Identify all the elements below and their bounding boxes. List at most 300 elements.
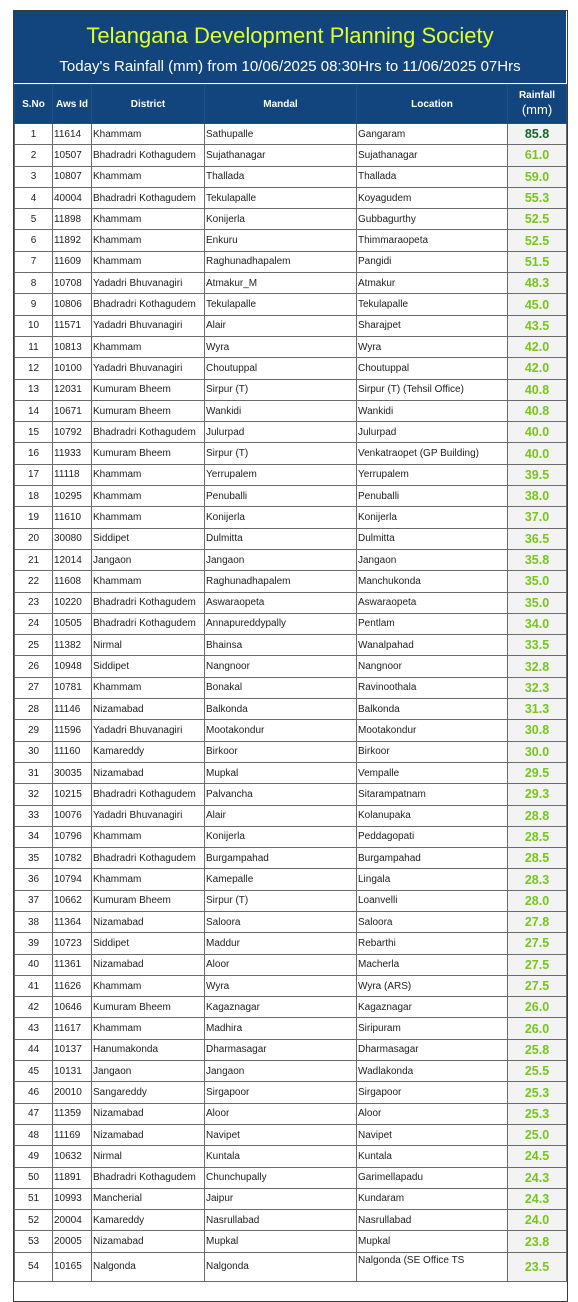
table-row bbox=[15, 422, 567, 443]
rainfall-table bbox=[14, 84, 567, 1282]
rainfall-cell: 23.8 bbox=[508, 1231, 567, 1252]
table-row bbox=[15, 549, 567, 570]
sno-cell: 11 bbox=[15, 336, 53, 357]
rainfall-cell: 27.5 bbox=[508, 954, 567, 975]
sno-cell: 40 bbox=[15, 954, 53, 975]
sno-cell: 4 bbox=[15, 187, 53, 208]
table-row bbox=[15, 784, 567, 805]
mandal-cell: Kamepalle bbox=[205, 869, 357, 890]
district-cell: Khammam bbox=[92, 486, 205, 507]
sno-cell: 10 bbox=[15, 315, 53, 336]
mandal-cell: Navipet bbox=[205, 1124, 357, 1145]
sno-cell: 32 bbox=[15, 784, 53, 805]
aws-id-cell: 20010 bbox=[53, 1082, 92, 1103]
district-cell: Bhadradri Kothagudem bbox=[92, 592, 205, 613]
location-cell: Jangaon bbox=[357, 549, 508, 570]
rainfall-cell: 42.0 bbox=[508, 336, 567, 357]
aws-id-cell: 20005 bbox=[53, 1231, 92, 1252]
mandal-cell: Sujathanagar bbox=[205, 145, 357, 166]
district-cell: Yadadri Bhuvanagiri bbox=[92, 315, 205, 336]
rainfall-cell: 35.0 bbox=[508, 571, 567, 592]
district-cell: Jangaon bbox=[92, 549, 205, 570]
rainfall-cell: 24.5 bbox=[508, 1146, 567, 1167]
location-cell: Thallada bbox=[357, 166, 508, 187]
table-row bbox=[15, 720, 567, 741]
rainfall-cell: 36.5 bbox=[508, 528, 567, 549]
rainfall-cell: 40.0 bbox=[508, 422, 567, 443]
location-cell: Julurpad bbox=[357, 422, 508, 443]
mandal-cell: Nalgonda bbox=[205, 1252, 357, 1281]
district-cell: Siddipet bbox=[92, 528, 205, 549]
district-cell: Kamareddy bbox=[92, 1210, 205, 1231]
district-cell: Khammam bbox=[92, 571, 205, 592]
rainfall-cell: 24.0 bbox=[508, 1210, 567, 1231]
mandal-cell: Bonakal bbox=[205, 677, 357, 698]
location-cell: Nangnoor bbox=[357, 656, 508, 677]
table-row bbox=[15, 379, 567, 400]
mandal-cell: Saloora bbox=[205, 911, 357, 932]
mandal-cell: Sathupalle bbox=[205, 124, 357, 145]
rainfall-cell: 85.8 bbox=[508, 124, 567, 145]
sno-cell: 52 bbox=[15, 1210, 53, 1231]
aws-id-cell: 10806 bbox=[53, 294, 92, 315]
location-cell: Gubbagurthy bbox=[357, 209, 508, 230]
rainfall-cell: 61.0 bbox=[508, 145, 567, 166]
rainfall-cell: 25.3 bbox=[508, 1082, 567, 1103]
district-cell: Khammam bbox=[92, 166, 205, 187]
sno-cell: 5 bbox=[15, 209, 53, 230]
location-cell: Penuballi bbox=[357, 486, 508, 507]
location-cell: Garimellapadu bbox=[357, 1167, 508, 1188]
table-row bbox=[15, 592, 567, 613]
rainfall-cell: 35.8 bbox=[508, 549, 567, 570]
table-body bbox=[15, 124, 567, 1282]
location-cell: Wadlakonda bbox=[357, 1061, 508, 1082]
rainfall-cell: 52.5 bbox=[508, 209, 567, 230]
district-cell: Nizamabad bbox=[92, 911, 205, 932]
sno-cell: 6 bbox=[15, 230, 53, 251]
aws-id-cell: 10948 bbox=[53, 656, 92, 677]
mandal-cell: Tekulapalle bbox=[205, 187, 357, 208]
location-cell: Dulmitta bbox=[357, 528, 508, 549]
aws-id-cell: 10131 bbox=[53, 1061, 92, 1082]
rainfall-cell: 35.0 bbox=[508, 592, 567, 613]
mandal-cell: Enkuru bbox=[205, 230, 357, 251]
sno-cell: 8 bbox=[15, 273, 53, 294]
location-cell: Mupkal bbox=[357, 1231, 508, 1252]
mandal-cell: Sirpur (T) bbox=[205, 890, 357, 911]
rainfall-cell: 30.8 bbox=[508, 720, 567, 741]
table-row bbox=[15, 1146, 567, 1167]
mandal-cell: Mupkal bbox=[205, 1231, 357, 1252]
rainfall-cell: 59.0 bbox=[508, 166, 567, 187]
mandal-cell: Madhira bbox=[205, 1018, 357, 1039]
sno-cell: 25 bbox=[15, 635, 53, 656]
aws-id-cell: 10505 bbox=[53, 613, 92, 634]
sno-cell: 14 bbox=[15, 400, 53, 421]
district-cell: Yadadri Bhuvanagiri bbox=[92, 273, 205, 294]
rainfall-cell: 28.5 bbox=[508, 848, 567, 869]
table-row bbox=[15, 1167, 567, 1188]
location-cell: Sujathanagar bbox=[357, 145, 508, 166]
aws-id-cell: 11359 bbox=[53, 1103, 92, 1124]
aws-id-cell: 30080 bbox=[53, 528, 92, 549]
mandal-cell: Annapureddypally bbox=[205, 613, 357, 634]
district-cell: Jangaon bbox=[92, 1061, 205, 1082]
district-cell: Bhadradri Kothagudem bbox=[92, 784, 205, 805]
sno-cell: 26 bbox=[15, 656, 53, 677]
report-header bbox=[14, 11, 566, 83]
district-cell: Bhadradri Kothagudem bbox=[92, 187, 205, 208]
sno-cell: 2 bbox=[15, 145, 53, 166]
aws-id-cell: 10632 bbox=[53, 1146, 92, 1167]
rainfall-cell: 48.3 bbox=[508, 273, 567, 294]
sno-cell: 28 bbox=[15, 699, 53, 720]
location-cell: Thimmaraopeta bbox=[357, 230, 508, 251]
district-cell: Khammam bbox=[92, 124, 205, 145]
location-cell: Peddagopati bbox=[357, 826, 508, 847]
aws-id-cell: 10708 bbox=[53, 273, 92, 294]
table-row bbox=[15, 507, 567, 528]
sno-cell: 33 bbox=[15, 805, 53, 826]
district-cell: Siddipet bbox=[92, 656, 205, 677]
aws-id-cell: 11364 bbox=[53, 911, 92, 932]
rainfall-cell: 27.8 bbox=[508, 911, 567, 932]
table-row bbox=[15, 294, 567, 315]
mandal-cell: Aloor bbox=[205, 954, 357, 975]
sno-cell: 23 bbox=[15, 592, 53, 613]
location-cell: Saloora bbox=[357, 911, 508, 932]
mandal-cell: Nangnoor bbox=[205, 656, 357, 677]
location-cell: Aloor bbox=[357, 1103, 508, 1124]
mandal-cell: Alair bbox=[205, 805, 357, 826]
aws-id-cell: 10671 bbox=[53, 400, 92, 421]
table-row bbox=[15, 230, 567, 251]
rainfall-cell: 29.5 bbox=[508, 762, 567, 783]
sno-cell: 49 bbox=[15, 1146, 53, 1167]
table-row bbox=[15, 1124, 567, 1145]
location-cell: Wyra (ARS) bbox=[357, 975, 508, 996]
rainfall-cell: 34.0 bbox=[508, 613, 567, 634]
mandal-cell: Maddur bbox=[205, 933, 357, 954]
aws-id-cell: 11891 bbox=[53, 1167, 92, 1188]
district-cell: Khammam bbox=[92, 869, 205, 890]
table-row bbox=[15, 273, 567, 294]
mandal-cell: Raghunadhapalem bbox=[205, 251, 357, 272]
district-cell: Khammam bbox=[92, 826, 205, 847]
location-cell: Wankidi bbox=[357, 400, 508, 421]
district-cell: Bhadradri Kothagudem bbox=[92, 848, 205, 869]
location-cell: Manchukonda bbox=[357, 571, 508, 592]
sno-cell: 22 bbox=[15, 571, 53, 592]
table-row bbox=[15, 911, 567, 932]
location-cell: Loanvelli bbox=[357, 890, 508, 911]
rainfall-cell: 37.0 bbox=[508, 507, 567, 528]
mandal-cell: Dulmitta bbox=[205, 528, 357, 549]
mandal-cell: Konijerla bbox=[205, 507, 357, 528]
sno-cell: 20 bbox=[15, 528, 53, 549]
sno-cell: 16 bbox=[15, 443, 53, 464]
district-cell: Khammam bbox=[92, 209, 205, 230]
table-row bbox=[15, 635, 567, 656]
sno-cell: 1 bbox=[15, 124, 53, 145]
district-cell: Nalgonda bbox=[92, 1252, 205, 1281]
rainfall-cell: 24.3 bbox=[508, 1167, 567, 1188]
sno-cell: 15 bbox=[15, 422, 53, 443]
mandal-cell: Palvancha bbox=[205, 784, 357, 805]
district-cell: Nizamabad bbox=[92, 954, 205, 975]
location-cell: Balkonda bbox=[357, 699, 508, 720]
table-row bbox=[15, 1082, 567, 1103]
sno-cell: 44 bbox=[15, 1039, 53, 1060]
location-cell: Wyra bbox=[357, 336, 508, 357]
district-cell: Khammam bbox=[92, 251, 205, 272]
district-cell: Kumuram Bheem bbox=[92, 400, 205, 421]
aws-id-cell: 10782 bbox=[53, 848, 92, 869]
aws-id-cell: 11169 bbox=[53, 1124, 92, 1145]
mandal-cell: Yerrupalem bbox=[205, 464, 357, 485]
mandal-cell: Bhainsa bbox=[205, 635, 357, 656]
table-row bbox=[15, 400, 567, 421]
location-cell: Kolanupaka bbox=[357, 805, 508, 826]
table-row bbox=[15, 528, 567, 549]
location-cell: Vempalle bbox=[357, 762, 508, 783]
aws-id-cell: 10215 bbox=[53, 784, 92, 805]
aws-id-cell: 10781 bbox=[53, 677, 92, 698]
location-cell: Sirpur (T) (Tehsil Office) bbox=[357, 379, 508, 400]
location-cell: Mootakondur bbox=[357, 720, 508, 741]
mandal-cell: Balkonda bbox=[205, 699, 357, 720]
table-row bbox=[15, 315, 567, 336]
mandal-cell: Mupkal bbox=[205, 762, 357, 783]
district-cell: Nizamabad bbox=[92, 1124, 205, 1145]
sno-cell: 42 bbox=[15, 997, 53, 1018]
rainfall-cell: 25.5 bbox=[508, 1061, 567, 1082]
district-cell: Khammam bbox=[92, 677, 205, 698]
aws-id-cell: 30035 bbox=[53, 762, 92, 783]
location-cell: Siripuram bbox=[357, 1018, 508, 1039]
aws-id-cell: 11596 bbox=[53, 720, 92, 741]
sno-cell: 34 bbox=[15, 826, 53, 847]
mandal-cell: Wyra bbox=[205, 975, 357, 996]
aws-id-cell: 11933 bbox=[53, 443, 92, 464]
table-row bbox=[15, 187, 567, 208]
rainfall-cell: 42.0 bbox=[508, 358, 567, 379]
aws-id-cell: 10100 bbox=[53, 358, 92, 379]
district-cell: Kumuram Bheem bbox=[92, 890, 205, 911]
aws-id-cell: 10794 bbox=[53, 869, 92, 890]
table-row bbox=[15, 1039, 567, 1060]
location-cell: Sharajpet bbox=[357, 315, 508, 336]
sno-cell: 17 bbox=[15, 464, 53, 485]
district-cell: Khammam bbox=[92, 1018, 205, 1039]
location-cell: Konijerla bbox=[357, 507, 508, 528]
aws-id-cell: 10165 bbox=[53, 1252, 92, 1281]
table-header-row bbox=[15, 85, 567, 124]
table-row bbox=[15, 656, 567, 677]
rainfall-cell: 33.5 bbox=[508, 635, 567, 656]
table-row bbox=[15, 997, 567, 1018]
aws-id-cell: 11892 bbox=[53, 230, 92, 251]
table-row bbox=[15, 145, 567, 166]
table-row bbox=[15, 933, 567, 954]
table-row bbox=[15, 805, 567, 826]
district-cell: Bhadradri Kothagudem bbox=[92, 613, 205, 634]
sno-cell: 31 bbox=[15, 762, 53, 783]
district-cell: Kumuram Bheem bbox=[92, 443, 205, 464]
sno-cell: 53 bbox=[15, 1231, 53, 1252]
table-row bbox=[15, 124, 567, 145]
table-row bbox=[15, 826, 567, 847]
aws-id-cell: 10646 bbox=[53, 997, 92, 1018]
table-row bbox=[15, 571, 567, 592]
district-cell: Kamareddy bbox=[92, 741, 205, 762]
location-cell: Sirgapoor bbox=[357, 1082, 508, 1103]
aws-id-cell: 11361 bbox=[53, 954, 92, 975]
rainfall-cell: 29.3 bbox=[508, 784, 567, 805]
district-cell: Nizamabad bbox=[92, 1103, 205, 1124]
mandal-cell: Nasrullabad bbox=[205, 1210, 357, 1231]
mandal-cell: Birkoor bbox=[205, 741, 357, 762]
sno-cell: 13 bbox=[15, 379, 53, 400]
table-row bbox=[15, 464, 567, 485]
district-cell: Hanumakonda bbox=[92, 1039, 205, 1060]
location-cell: Navipet bbox=[357, 1124, 508, 1145]
mandal-cell: Mootakondur bbox=[205, 720, 357, 741]
table-row bbox=[15, 677, 567, 698]
location-cell: Nasrullabad bbox=[357, 1210, 508, 1231]
sno-cell: 39 bbox=[15, 933, 53, 954]
rainfall-cell: 43.5 bbox=[508, 315, 567, 336]
rainfall-cell: 23.5 bbox=[508, 1252, 567, 1281]
sno-cell: 54 bbox=[15, 1252, 53, 1281]
rainfall-cell: 38.0 bbox=[508, 486, 567, 507]
table-row bbox=[15, 1252, 567, 1281]
rainfall-cell: 32.8 bbox=[508, 656, 567, 677]
rainfall-cell: 28.5 bbox=[508, 826, 567, 847]
rainfall-cell: 25.8 bbox=[508, 1039, 567, 1060]
table-row bbox=[15, 869, 567, 890]
aws-id-cell: 10076 bbox=[53, 805, 92, 826]
aws-id-cell: 11146 bbox=[53, 699, 92, 720]
aws-id-cell: 11614 bbox=[53, 124, 92, 145]
mandal-cell: Dharmasagar bbox=[205, 1039, 357, 1060]
district-cell: Bhadradri Kothagudem bbox=[92, 294, 205, 315]
aws-id-cell: 10792 bbox=[53, 422, 92, 443]
mandal-cell: Aswaraopeta bbox=[205, 592, 357, 613]
rainfall-cell: 24.3 bbox=[508, 1188, 567, 1209]
sno-cell: 19 bbox=[15, 507, 53, 528]
mandal-cell: Konijerla bbox=[205, 826, 357, 847]
location-cell: Yerrupalem bbox=[357, 464, 508, 485]
table-row bbox=[15, 954, 567, 975]
sno-cell: 45 bbox=[15, 1061, 53, 1082]
location-cell: Choutuppal bbox=[357, 358, 508, 379]
mandal-cell: Tekulapalle bbox=[205, 294, 357, 315]
table-row bbox=[15, 848, 567, 869]
sno-cell: 24 bbox=[15, 613, 53, 634]
rainfall-cell: 27.5 bbox=[508, 975, 567, 996]
table-row bbox=[15, 1018, 567, 1039]
sno-cell: 35 bbox=[15, 848, 53, 869]
aws-id-cell: 10137 bbox=[53, 1039, 92, 1060]
rainfall-cell: 40.0 bbox=[508, 443, 567, 464]
table-row bbox=[15, 336, 567, 357]
mandal-cell: Wankidi bbox=[205, 400, 357, 421]
aws-id-cell: 10507 bbox=[53, 145, 92, 166]
aws-id-cell: 11609 bbox=[53, 251, 92, 272]
location-cell: Ravinoothala bbox=[357, 677, 508, 698]
rainfall-cell: 39.5 bbox=[508, 464, 567, 485]
column-header-sno: S.No bbox=[15, 85, 53, 124]
district-cell: Khammam bbox=[92, 230, 205, 251]
district-cell: Bhadradri Kothagudem bbox=[92, 145, 205, 166]
location-cell: Lingala bbox=[357, 869, 508, 890]
district-cell: Mancherial bbox=[92, 1188, 205, 1209]
sno-cell: 3 bbox=[15, 166, 53, 187]
table-row bbox=[15, 1231, 567, 1252]
location-cell: Pentlam bbox=[357, 613, 508, 634]
column-header-location: Location bbox=[357, 85, 508, 124]
location-cell: Venkatraopet (GP Building) bbox=[357, 443, 508, 464]
mandal-cell: Sirgapoor bbox=[205, 1082, 357, 1103]
location-cell: Birkoor bbox=[357, 741, 508, 762]
column-header-mandal: Mandal bbox=[205, 85, 357, 124]
aws-id-cell: 11610 bbox=[53, 507, 92, 528]
table-row bbox=[15, 358, 567, 379]
report-subtitle: Today's Rainfall (mm) from 10/06/2025 08:30Hrs to 11/06/2025 07Hrs bbox=[59, 58, 521, 75]
mandal-cell: Penuballi bbox=[205, 486, 357, 507]
mandal-cell: Choutuppal bbox=[205, 358, 357, 379]
mandal-cell: Chunchupally bbox=[205, 1167, 357, 1188]
mandal-cell: Kuntala bbox=[205, 1146, 357, 1167]
location-cell: Gangaram bbox=[357, 124, 508, 145]
table-row bbox=[15, 741, 567, 762]
table-row bbox=[15, 166, 567, 187]
rainfall-cell: 51.5 bbox=[508, 251, 567, 272]
rainfall-cell: 55.3 bbox=[508, 187, 567, 208]
mandal-cell: Jangaon bbox=[205, 549, 357, 570]
district-cell: Khammam bbox=[92, 507, 205, 528]
location-cell: Kagaznagar bbox=[357, 997, 508, 1018]
aws-id-cell: 40004 bbox=[53, 187, 92, 208]
aws-id-cell: 11626 bbox=[53, 975, 92, 996]
location-cell: Koyagudem bbox=[357, 187, 508, 208]
sno-cell: 30 bbox=[15, 741, 53, 762]
district-cell: Nirmal bbox=[92, 635, 205, 656]
aws-id-cell: 10662 bbox=[53, 890, 92, 911]
sno-cell: 37 bbox=[15, 890, 53, 911]
mandal-cell: Alair bbox=[205, 315, 357, 336]
rainfall-cell: 26.0 bbox=[508, 1018, 567, 1039]
mandal-cell: Aloor bbox=[205, 1103, 357, 1124]
aws-id-cell: 10796 bbox=[53, 826, 92, 847]
rainfall-cell: 25.3 bbox=[508, 1103, 567, 1124]
location-cell: Nalgonda (SE Office TS bbox=[357, 1252, 508, 1281]
rainfall-cell: 52.5 bbox=[508, 230, 567, 251]
sno-cell: 47 bbox=[15, 1103, 53, 1124]
district-cell: Bhadradri Kothagudem bbox=[92, 422, 205, 443]
column-header-rainfall bbox=[508, 85, 567, 124]
location-cell: Burgampahad bbox=[357, 848, 508, 869]
aws-id-cell: 11118 bbox=[53, 464, 92, 485]
district-cell: Khammam bbox=[92, 464, 205, 485]
mandal-cell: Raghunadhapalem bbox=[205, 571, 357, 592]
district-cell: Kumuram Bheem bbox=[92, 379, 205, 400]
sno-cell: 50 bbox=[15, 1167, 53, 1188]
district-cell: Bhadradri Kothagudem bbox=[92, 1167, 205, 1188]
sno-cell: 43 bbox=[15, 1018, 53, 1039]
